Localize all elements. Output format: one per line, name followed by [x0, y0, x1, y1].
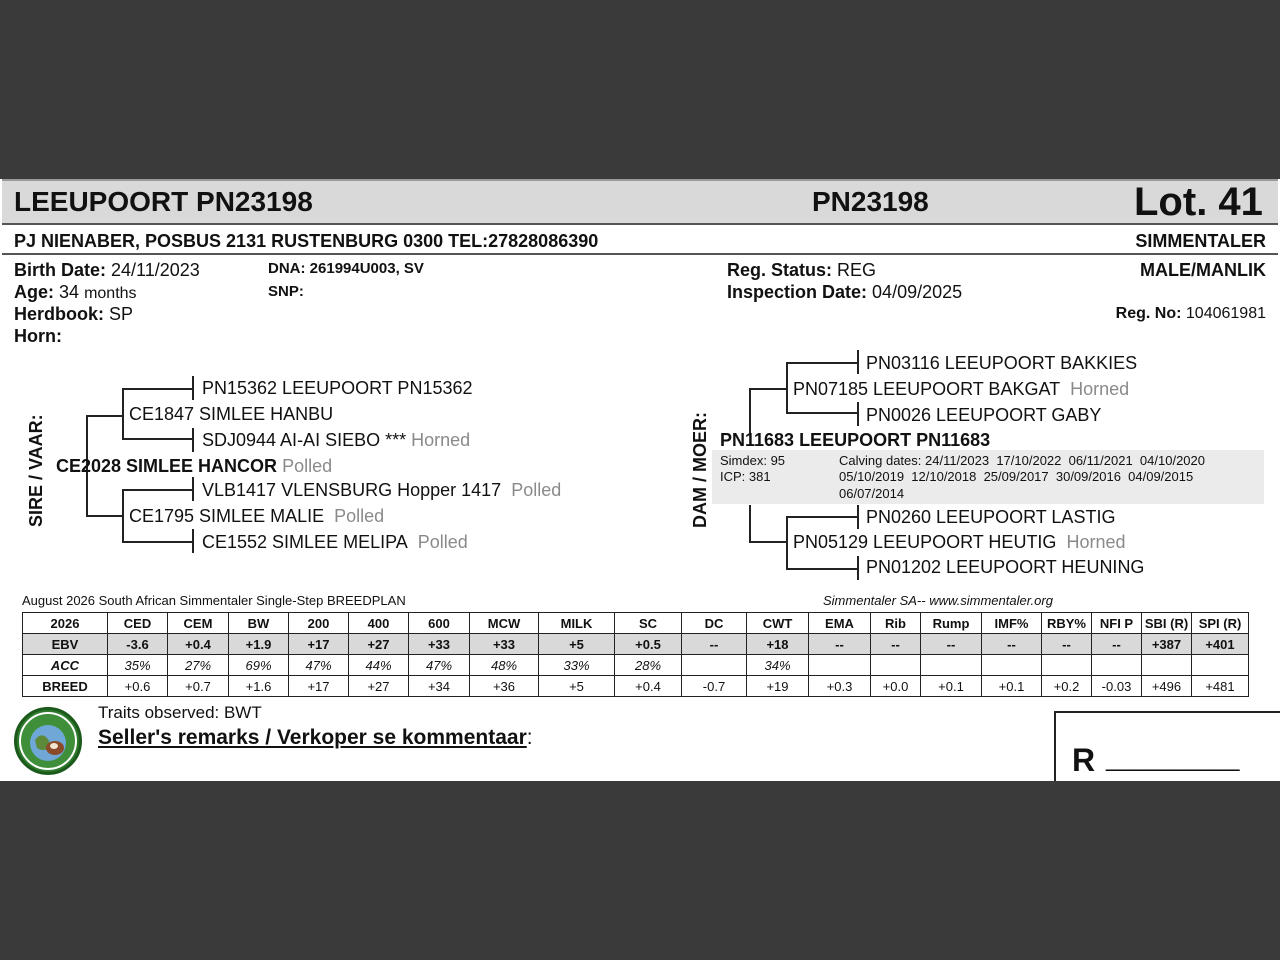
table-cell: 200: [289, 613, 349, 634]
lot-card: [0, 179, 1280, 781]
breed-name: SIMMENTALER: [1135, 231, 1266, 251]
sire: CE2028 SIMLEE HANCOR Polled: [56, 456, 333, 476]
snp-label: SNP:: [268, 283, 304, 300]
table-cell: +33: [470, 634, 539, 655]
bracket-line: [857, 350, 859, 374]
animal-name: LEEUPOORT PN23198: [14, 186, 313, 217]
dna: DNA: 261994U003, SV: [268, 260, 424, 277]
table-cell: Rump: [921, 613, 982, 634]
bracket-line: [749, 541, 786, 543]
table-cell: [921, 655, 982, 676]
table-cell: MILK: [539, 613, 615, 634]
sire-grandsire: CE1847 SIMLEE HANBU: [129, 404, 334, 424]
table-cell: 28%: [615, 655, 682, 676]
table-cell: SPI (R): [1192, 613, 1249, 634]
bracket-line: [122, 388, 124, 438]
table-cell: +0.7: [168, 676, 229, 697]
table-cell: [809, 655, 871, 676]
animal-id: PN23198: [812, 186, 929, 217]
table-cell: +0.5: [615, 634, 682, 655]
reg-status: Reg. Status: REG: [727, 260, 877, 280]
table-cell: +27: [349, 634, 409, 655]
table-cell: BREED: [23, 676, 108, 697]
table-cell: +17: [289, 634, 349, 655]
table-cell: +496: [1142, 676, 1192, 697]
table-cell: --: [1042, 634, 1092, 655]
table-cell: +0.2: [1042, 676, 1092, 697]
table-cell: 27%: [168, 655, 229, 676]
dam-calving-line-2: 05/10/2019 12/10/2018 25/09/2017 30/09/2016 04/09/2015: [839, 469, 1194, 484]
breed-avg-row: [23, 676, 1249, 697]
bracket-line: [122, 541, 192, 543]
dam-calving-line-3: 06/07/2014: [839, 486, 905, 501]
table-cell: [1092, 655, 1142, 676]
sire-gs-dam: SDJ0944 AI-AI SIEBO *** Horned: [202, 430, 471, 450]
table-cell: -0.03: [1092, 676, 1142, 697]
table-cell: SBI (R): [1142, 613, 1192, 634]
table-cell: 47%: [409, 655, 470, 676]
table-cell: [1042, 655, 1092, 676]
table-cell: Rib: [871, 613, 921, 634]
bracket-line: [749, 388, 751, 434]
table-cell: EBV: [23, 634, 108, 655]
ebv-table: [22, 612, 1249, 697]
table-cell: [982, 655, 1042, 676]
table-cell: +1.9: [229, 634, 289, 655]
table-cell: MCW: [470, 613, 539, 634]
table-cell: +0.6: [108, 676, 168, 697]
bracket-line: [192, 477, 194, 501]
table-cell: 35%: [108, 655, 168, 676]
table-cell: --: [809, 634, 871, 655]
dam-gs-sire: PN03116 LEEUPOORT BAKKIES: [866, 353, 1138, 373]
dam-calving-line-1: Calving dates: 24/11/2023 17/10/2022 06/11/2021 04/10/2020: [839, 453, 1205, 468]
ebv-row: [23, 634, 1249, 655]
price-blank[interactable]: __________: [1106, 745, 1240, 772]
bracket-line: [86, 515, 122, 517]
lot-number: Lot. 41: [1134, 180, 1263, 224]
table-cell: [682, 655, 747, 676]
table-cell: --: [1092, 634, 1142, 655]
table-cell: +481: [1192, 676, 1249, 697]
table-cell: +0.1: [921, 676, 982, 697]
table-cell: 48%: [470, 655, 539, 676]
table-cell: SC: [615, 613, 682, 634]
dam-side-label: DAM / MOER:: [690, 412, 710, 528]
table-cell: 400: [349, 613, 409, 634]
table-cell: 2026: [23, 613, 108, 634]
dam-gd-dam: PN01202 LEEUPOORT HEUNING: [866, 557, 1145, 577]
table-cell: [1142, 655, 1192, 676]
acc-row: [23, 655, 1249, 676]
table-cell: RBY%: [1042, 613, 1092, 634]
breedplan-caption: August 2026 South African Simmentaler Single-Step BREEDPLAN: [22, 593, 406, 608]
table-cell: [871, 655, 921, 676]
dam: PN11683 LEEUPOORT PN11683: [720, 430, 991, 450]
dam-granddam: PN05129 LEEUPOORT HEUTIG Horned: [793, 532, 1126, 552]
reg-no: Reg. No: 104061981: [1115, 305, 1266, 322]
sire-granddam: CE1795 SIMLEE MALIE Polled: [129, 506, 385, 526]
age: Age: 34 months: [14, 282, 137, 302]
price-currency: R: [1072, 742, 1096, 778]
table-cell: IMF%: [982, 613, 1042, 634]
bracket-line: [192, 428, 194, 452]
bracket-line: [786, 412, 857, 414]
bracket-line: [122, 438, 192, 440]
horn-label: Horn:: [14, 326, 62, 346]
table-cell: +387: [1142, 634, 1192, 655]
bracket-line: [786, 362, 788, 412]
bracket-line: [857, 402, 859, 426]
bracket-line: [86, 415, 122, 417]
birth-date: Birth Date: 24/11/2023: [14, 260, 200, 280]
table-cell: 600: [409, 613, 470, 634]
table-cell: +17: [289, 676, 349, 697]
table-cell: +27: [349, 676, 409, 697]
sex: MALE/MANLIK: [1140, 260, 1266, 280]
table-cell: +5: [539, 634, 615, 655]
dam-gd-sire: PN0260 LEEUPOORT LASTIG: [866, 507, 1116, 527]
traits-observed: Traits observed: BWT: [98, 703, 262, 722]
sellers-remarks: Seller's remarks / Verkoper se kommentaar:: [98, 726, 533, 749]
table-cell: +36: [470, 676, 539, 697]
bracket-line: [749, 388, 786, 390]
herdbook: Herdbook: SP: [14, 304, 134, 324]
inspection-date: Inspection Date: 04/09/2025: [727, 282, 963, 302]
sire-side-label: SIRE / VAAR:: [26, 414, 46, 527]
table-cell: +33: [409, 634, 470, 655]
table-cell: +0.4: [168, 634, 229, 655]
dam-simdex: Simdex: 95: [720, 453, 786, 468]
breeder-address: PJ NIENABER, POSBUS 2131 RUSTENBURG 0300 TEL:27828086390: [14, 231, 599, 251]
bracket-line: [122, 489, 124, 541]
bracket-line: [122, 388, 192, 390]
table-cell: +401: [1192, 634, 1249, 655]
table-cell: +19: [747, 676, 809, 697]
bracket-line: [122, 489, 192, 491]
table-cell: --: [982, 634, 1042, 655]
table-cell: [1192, 655, 1249, 676]
bracket-line: [786, 516, 788, 568]
table-cell: +0.0: [871, 676, 921, 697]
table-cell: -0.7: [682, 676, 747, 697]
dam-grandsire: PN07185 LEEUPOORT BAKGAT Horned: [793, 379, 1130, 399]
table-cell: 44%: [349, 655, 409, 676]
table-cell: 34%: [747, 655, 809, 676]
simmentaler-logo-icon: [14, 707, 82, 775]
table-cell: CWT: [747, 613, 809, 634]
table-cell: +0.3: [809, 676, 871, 697]
table-cell: +18: [747, 634, 809, 655]
bracket-line: [192, 529, 194, 553]
dam-gs-dam: PN0026 LEEUPOORT GABY: [866, 405, 1102, 425]
table-cell: +34: [409, 676, 470, 697]
bracket-line: [786, 516, 857, 518]
bracket-line: [857, 556, 859, 580]
table-cell: 69%: [229, 655, 289, 676]
table-cell: -3.6: [108, 634, 168, 655]
table-cell: --: [871, 634, 921, 655]
ebv-header-row: [23, 613, 1249, 634]
breedplan-source: Simmentaler SA-- www.simmentaler.org: [823, 593, 1053, 608]
table-cell: +0.1: [982, 676, 1042, 697]
bracket-line: [192, 376, 194, 400]
sire-gs-sire: PN15362 LEEUPOORT PN15362: [202, 378, 473, 398]
table-cell: BW: [229, 613, 289, 634]
sire-gd-dam: CE1552 SIMLEE MELIPA Polled: [202, 532, 468, 552]
bracket-line: [786, 568, 857, 570]
bracket-line: [749, 505, 751, 543]
table-cell: +1.6: [229, 676, 289, 697]
table-cell: CED: [108, 613, 168, 634]
table-cell: +5: [539, 676, 615, 697]
sire-gd-sire: VLB1417 VLENSBURG Hopper 1417 Polled: [202, 480, 562, 500]
table-cell: 47%: [289, 655, 349, 676]
bracket-line: [857, 505, 859, 529]
table-cell: 33%: [539, 655, 615, 676]
table-cell: DC: [682, 613, 747, 634]
table-cell: --: [921, 634, 982, 655]
bracket-line: [786, 362, 857, 364]
table-cell: NFI P: [1092, 613, 1142, 634]
table-cell: EMA: [809, 613, 871, 634]
table-cell: +0.4: [615, 676, 682, 697]
table-cell: CEM: [168, 613, 229, 634]
table-cell: ACC: [23, 655, 108, 676]
dam-icp: ICP: 381: [720, 469, 771, 484]
table-cell: --: [682, 634, 747, 655]
